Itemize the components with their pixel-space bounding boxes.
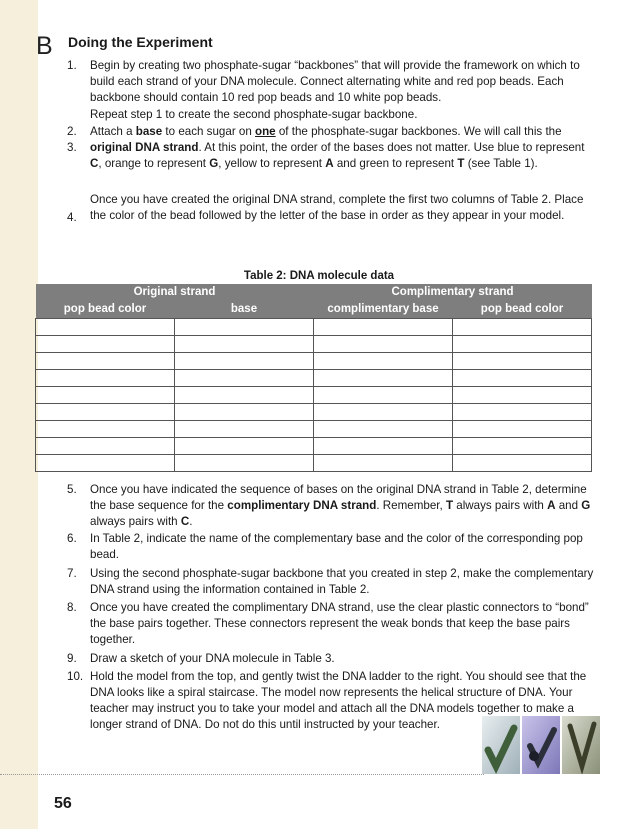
table-cell[interactable] [453,387,592,404]
step-4-text: Once you have created the original DNA strand, complete the first two columns of Table 2. Place the color of the bead followed by the letter of the base in order as they appear in your model. [90,193,584,222]
table-cell[interactable] [453,370,592,387]
page-number: 56 [54,795,72,812]
dna-molecule-data-table [35,284,592,472]
table-cell[interactable] [36,353,175,370]
table-cell[interactable] [314,404,453,421]
checkmark-icon-strip [482,716,600,774]
table-cell[interactable] [314,421,453,438]
table-cell[interactable] [175,421,314,438]
step-number-8: 8. [67,601,77,614]
table-cell[interactable] [314,438,453,455]
table-cell[interactable] [453,319,592,336]
step-number-10: 10. [67,670,84,683]
table-cell[interactable] [175,336,314,353]
step-number-5: 5. [67,483,77,496]
header-pop-bead-color-complimentary: pop bead color [453,300,592,319]
pen-tip-icon [529,751,539,761]
step-6-text: In Table 2, indicate the name of the complementary base and the color of the corresponding pop bead. [90,532,583,561]
table-row [36,455,592,472]
section-letter: B [36,32,53,60]
step-9-text: Draw a sketch of your DNA molecule in Table 3. [90,652,335,665]
table-cell[interactable] [314,387,453,404]
table-cell[interactable] [36,438,175,455]
table-row [36,370,592,387]
table-cell[interactable] [175,353,314,370]
step-7-text: Using the second phosphate-sugar backbone that you created in step 2, make the complementary DNA strand using the information contained in Table 2. [90,567,594,596]
table-cell[interactable] [175,387,314,404]
footer-divider [0,774,484,775]
table-cell[interactable] [36,404,175,421]
table-row [36,319,592,336]
page-margin-band [0,0,38,829]
table-cell[interactable] [36,319,175,336]
table-cell[interactable] [314,353,453,370]
table-cell[interactable] [453,438,592,455]
table-cell[interactable] [175,370,314,387]
step-number-4: 4. [67,211,77,224]
step-number-6: 6. [67,532,77,545]
table-cell[interactable] [175,404,314,421]
table-cell[interactable] [453,336,592,353]
header-original-strand: Original strand [36,284,314,300]
step-5-text: Once you have indicated the sequence of bases on the original DNA strand in Table 2, determine the base sequence for the complimentary DNA strand. Remember, T always pairs with A and G always pairs with C. [90,483,591,528]
table-row [36,336,592,353]
section-title: Doing the Experiment [68,34,213,50]
table-cell[interactable] [175,319,314,336]
table-cell[interactable] [175,455,314,472]
step-number-3: 3. [67,141,77,154]
table-cell[interactable] [453,353,592,370]
table-cell[interactable] [453,421,592,438]
table-row [36,387,592,404]
step-number-1: 1. [67,59,77,72]
header-complimentary-base: complimentary base [314,300,453,319]
table-row [36,438,592,455]
header-complimentary-strand: Complimentary strand [314,284,592,300]
table-row [36,421,592,438]
table-cell[interactable] [314,319,453,336]
step-10-text: Hold the model from the top, and gently twist the DNA ladder to the right. You should see that the DNA looks like a spiral staircase. The model now represents the helical structure of DNA. Your teacher may instruct you to take your model and attach all the DNA models together to make a longer strand of DNA. Do not do this until instructed by your teacher. [90,670,587,731]
table-row [36,404,592,421]
table-caption: Table 2: DNA molecule data [243,270,395,282]
table-cell[interactable] [36,370,175,387]
table-cell[interactable] [314,336,453,353]
step-number-7: 7. [67,567,77,580]
step-3-text: Attach a base to each sugar on one of the phosphate-sugar backbones. We will call this the original DNA strand. At this point, the order of the bases does not matter. Use blue to represent C, orange to represent G, yellow to represent A and green to represent T (see Table 1). [90,125,585,170]
table-cell[interactable] [453,455,592,472]
table-cell[interactable] [453,404,592,421]
table-cell[interactable] [36,455,175,472]
step-1-text: Begin by creating two phosphate-sugar “backbones” that will provide the framework on which to build each strand of your DNA molecule. Connect alternating white and red pop beads. Each backbone should contain 10 red pop beads and 10 white pop beads. [90,59,580,104]
table-cell[interactable] [36,421,175,438]
step-number-9: 9. [67,652,77,665]
table-cell[interactable] [314,370,453,387]
header-base: base [175,300,314,319]
table-cell[interactable] [36,336,175,353]
step-2-text: Repeat step 1 to create the second phosphate-sugar backbone. [90,108,418,121]
table-cell[interactable] [175,438,314,455]
table-row [36,353,592,370]
table-cell[interactable] [36,387,175,404]
step-number-2: 2. [67,125,77,138]
step-8-text: Once you have created the complimentary DNA strand, use the clear plastic connectors to “bond” the base pairs together. These connectors represent the weak bonds that keep the base pairs together. [90,601,589,646]
table-cell[interactable] [314,455,453,472]
header-pop-bead-color-original: pop bead color [36,300,175,319]
